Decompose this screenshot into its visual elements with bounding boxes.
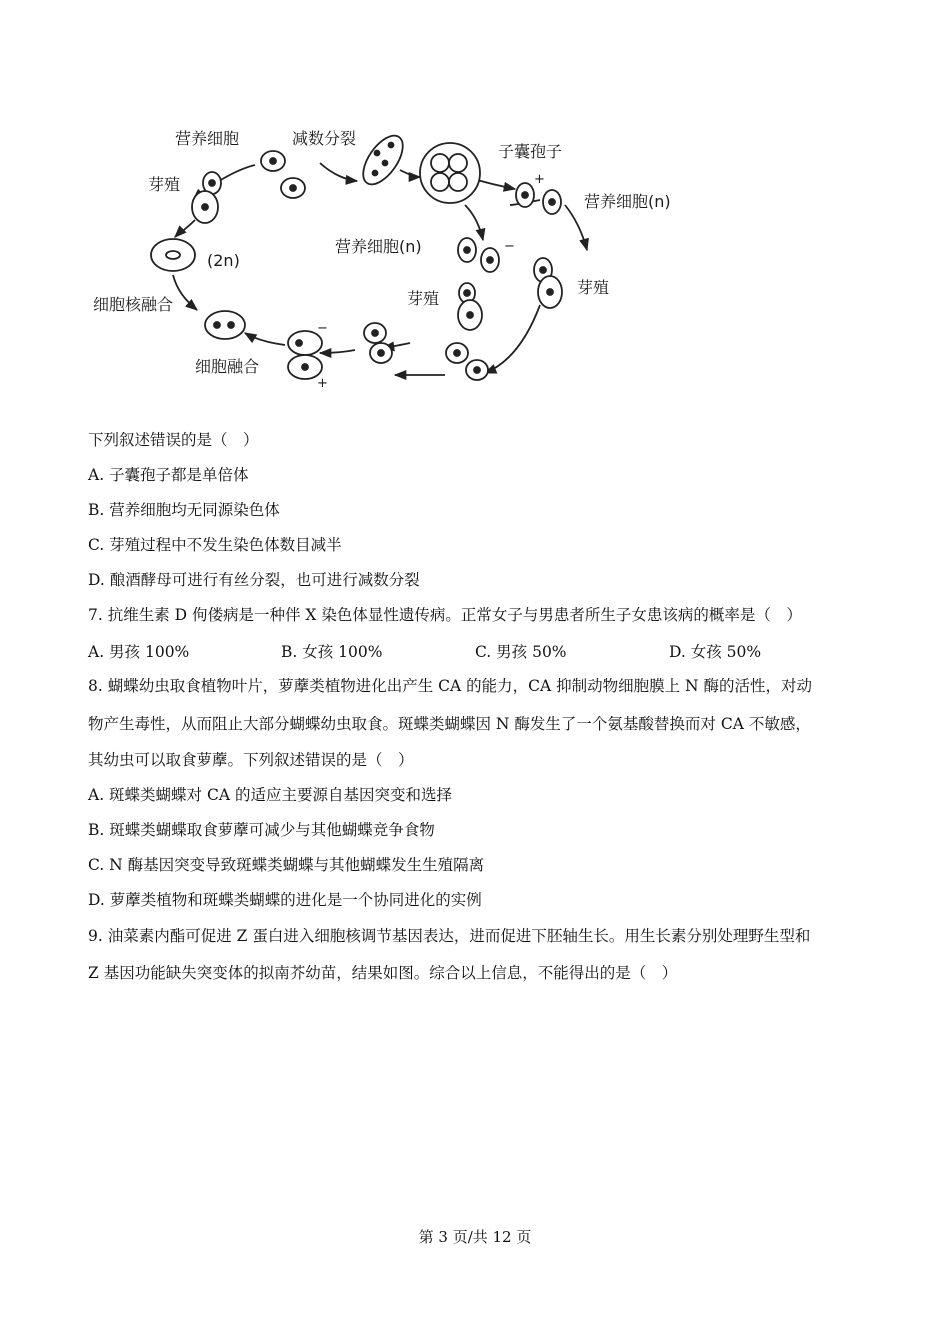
q6-option-c: C. 芽殖过程中不发生染色体数目减半 <box>88 536 342 554</box>
q7-option-b: B. 女孩 100% <box>281 643 383 661</box>
q6-option-d: D. 酿酒酵母可进行有丝分裂，也可进行减数分裂 <box>88 571 420 589</box>
cycle-arrow <box>320 163 357 181</box>
q8-option-d: D. 萝藦类植物和斑蝶类蝴蝶的进化是一个协同进化的实例 <box>88 891 482 909</box>
q7-stem: 7. 抗维生素 D 佝偻病是一种伴 X 染色体显性遗传病。正常女子与男患者所生子女患该病的概率是（ ） <box>88 606 802 624</box>
cycle-arrow <box>485 305 540 373</box>
mating-plus-right: + <box>534 172 545 187</box>
mating-plus-bottom: + <box>317 376 328 391</box>
q7-option-d: D. 女孩 50% <box>669 643 762 661</box>
q9-stem-line-2: Z 基因功能缺失突变体的拟南芥幼苗，结果如图。综合以上信息，不能得出的是（ ） <box>88 964 678 982</box>
cycle-arrow <box>320 350 355 353</box>
cycle-arrow <box>465 205 483 240</box>
label-cell-fusion: 细胞融合 <box>195 357 260 376</box>
cycle-arrow <box>400 170 420 177</box>
q7-options <box>88 640 868 660</box>
mating-minus-bottom: − <box>317 321 328 336</box>
label-meiosis: 减数分裂 <box>292 129 357 148</box>
q8-option-a: A. 斑蝶类蝴蝶对 CA 的适应主要源自基因突变和选择 <box>88 786 452 804</box>
label-budding-left: 芽殖 <box>148 175 181 194</box>
label-budding-mid: 芽殖 <box>407 289 440 308</box>
label-nuclear-fusion: 细胞核融合 <box>93 295 174 314</box>
q8-stem-line-1: 8. 蝴蝶幼虫取食植物叶片，萝藦类植物进化出产生 CA 的能力，CA 抑制动物细胞膜上 N 酶的活性，对动 <box>88 677 813 695</box>
q8-stem-line-2: 物产生毒性，从而阻止大部分蝴蝶幼虫取食。斑蝶类蝴蝶因 N 酶发生了一个氨基酸替换而对 CA 不敏感， <box>88 715 811 733</box>
q6-option-a: A. 子囊孢子都是单倍体 <box>88 466 249 484</box>
page-footer: 第 3 页/共 12 页 <box>418 1228 532 1246</box>
q8-stem-line-3: 其幼虫可以取食萝藦。下列叙述错误的是（ ） <box>88 751 414 769</box>
label-vegetative-right: 营养细胞(n) <box>584 192 671 211</box>
q9-stem-line-1: 9. 油菜素内酯可促进 Z 蛋白进入细胞核调节基因表达，进而促进下胚轴生长。用生长素分别处理野生型和 <box>88 927 811 945</box>
mating-minus-mid: − <box>504 239 515 254</box>
q7-option-a: A. 男孩 100% <box>88 643 190 661</box>
q8-option-c: C. N 酶基因突变导致斑蝶类蝴蝶与其他蝴蝶发生生殖隔离 <box>88 856 485 874</box>
label-vegetative-mid: 营养细胞(n) <box>335 237 422 256</box>
q6-stem: 下列叙述错误的是（ ） <box>88 431 259 449</box>
cycle-arrow <box>245 333 285 345</box>
yeast-life-cycle-diagram <box>85 95 705 400</box>
label-vegetative-top: 营养细胞 <box>175 129 240 148</box>
cycle-arrow <box>175 220 195 237</box>
label-diploid: (2n) <box>207 251 240 270</box>
q8-option-b: B. 斑蝶类蝴蝶取食萝藦可减少与其他蝴蝶竞争食物 <box>88 821 435 839</box>
cycle-arrow <box>565 205 587 250</box>
cycle-arrow <box>173 275 197 310</box>
cycle-arrow <box>477 180 515 189</box>
label-budding-right: 芽殖 <box>577 278 610 297</box>
q7-option-c: C. 男孩 50% <box>475 643 567 661</box>
label-ascospore: 子囊孢子 <box>498 142 563 161</box>
q6-option-b: B. 营养细胞均无同源染色体 <box>88 501 280 519</box>
